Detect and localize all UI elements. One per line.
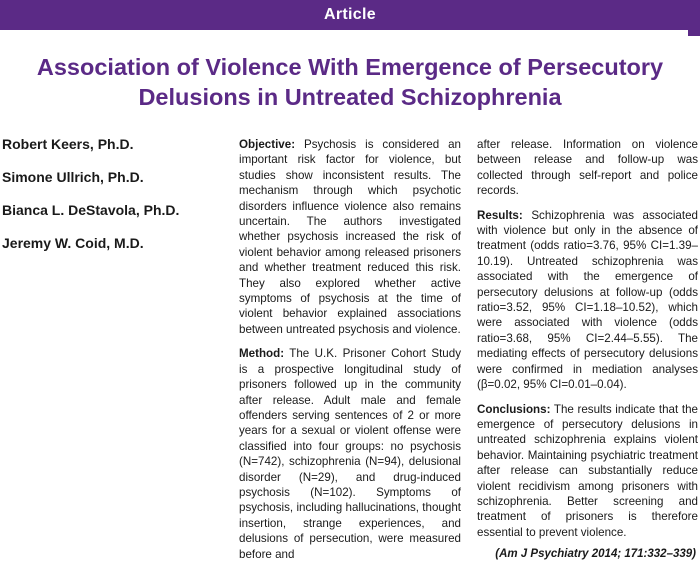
abstract-column-1 bbox=[239, 137, 461, 571]
author-name: Robert Keers, Ph.D. bbox=[2, 136, 134, 152]
method-heading: Method: bbox=[239, 347, 285, 361]
objective-paragraph bbox=[239, 137, 461, 337]
conclusions-paragraph bbox=[477, 402, 698, 541]
author-name: Jeremy W. Coid, M.D. bbox=[2, 235, 144, 251]
abstract-column-2 bbox=[477, 137, 698, 549]
author-list bbox=[2, 136, 222, 268]
article-title bbox=[0, 52, 700, 112]
objective-heading: Objective: bbox=[239, 138, 296, 151]
article-type-banner bbox=[0, 0, 700, 30]
method-continued-paragraph bbox=[477, 137, 698, 199]
article-title-line-1: Association of Violence With Emergence of Persecutory bbox=[36, 54, 664, 80]
author-name: Simone Ullrich, Ph.D. bbox=[2, 169, 144, 185]
results-text: Schizophrenia was associated with violence but only in the absence of treatment (odds ratio=3.76, 95% CI=1.39–10.19). Untreated schizophrenia was associated with the emergence of persecutory delusions at follow-up (odds ratio=3.52, 95% CI=1.18–10.52), which were associated with violence (odds ratio=3.68, 95% CI=2.44–5.55). The mediating effects of persecutory delusions were confirmed in mediation analyses (β=0.02, 95% CI=0.01–0.04). bbox=[477, 208, 698, 392]
author-name: Bianca L. DeStavola, Ph.D. bbox=[2, 202, 180, 218]
results-heading: Results: bbox=[477, 208, 523, 222]
article-type-label: Article bbox=[324, 6, 376, 23]
article-title-line-2: Delusions in Untreated Schizophrenia bbox=[138, 84, 562, 110]
conclusions-heading: Conclusions: bbox=[477, 402, 551, 416]
method-continued-text: after release. Information on violence between release and follow-up was collected through self-report and police records. bbox=[477, 138, 698, 198]
method-paragraph bbox=[239, 346, 461, 562]
conclusions-text: The results indicate that the emergence of persecutory delusions in untreated schizophrenia explains violent behavior. Maintaining psychiatric treatment after release can substantially reduce violent recidivism among prisoners with schizophrenia. Better screening and treatment of prisoners is therefore essential to prevent violence. bbox=[477, 402, 698, 539]
banner-accent-bar bbox=[688, 30, 700, 36]
results-paragraph bbox=[477, 208, 698, 393]
objective-text: Psychosis is considered an important risk factor for violence, but studies show inconsistent results. The mechanism through which psychotic disorders influence violence also remains uncertain. The authors investigated whether psychosis increased the risk of violent behavior among released prisoners and whether treatment reduced this risk. They also explored whether active symptoms of psychosis at the time of violent behavior explained associations between untreated psychosis and violence. bbox=[239, 138, 461, 336]
method-text: The U.K. Prisoner Cohort Study is a prospective longitudinal study of prisoners followed up in the community after release. Adult male and female offenders serving sentences of 2 or more years for a sexual or violent offense were classified into four groups: no psychosis (N=742), schizophrenia (N=94), delusional disorder (N=29), and drug-induced psychosis (N=102). Symptoms of psychosis, including hallucinations, thought insertion, strange experiences, and delusions of persecution, were measured before and bbox=[239, 347, 461, 561]
journal-citation: (Am J Psychiatry 2014; 171:332–339) bbox=[495, 548, 696, 560]
